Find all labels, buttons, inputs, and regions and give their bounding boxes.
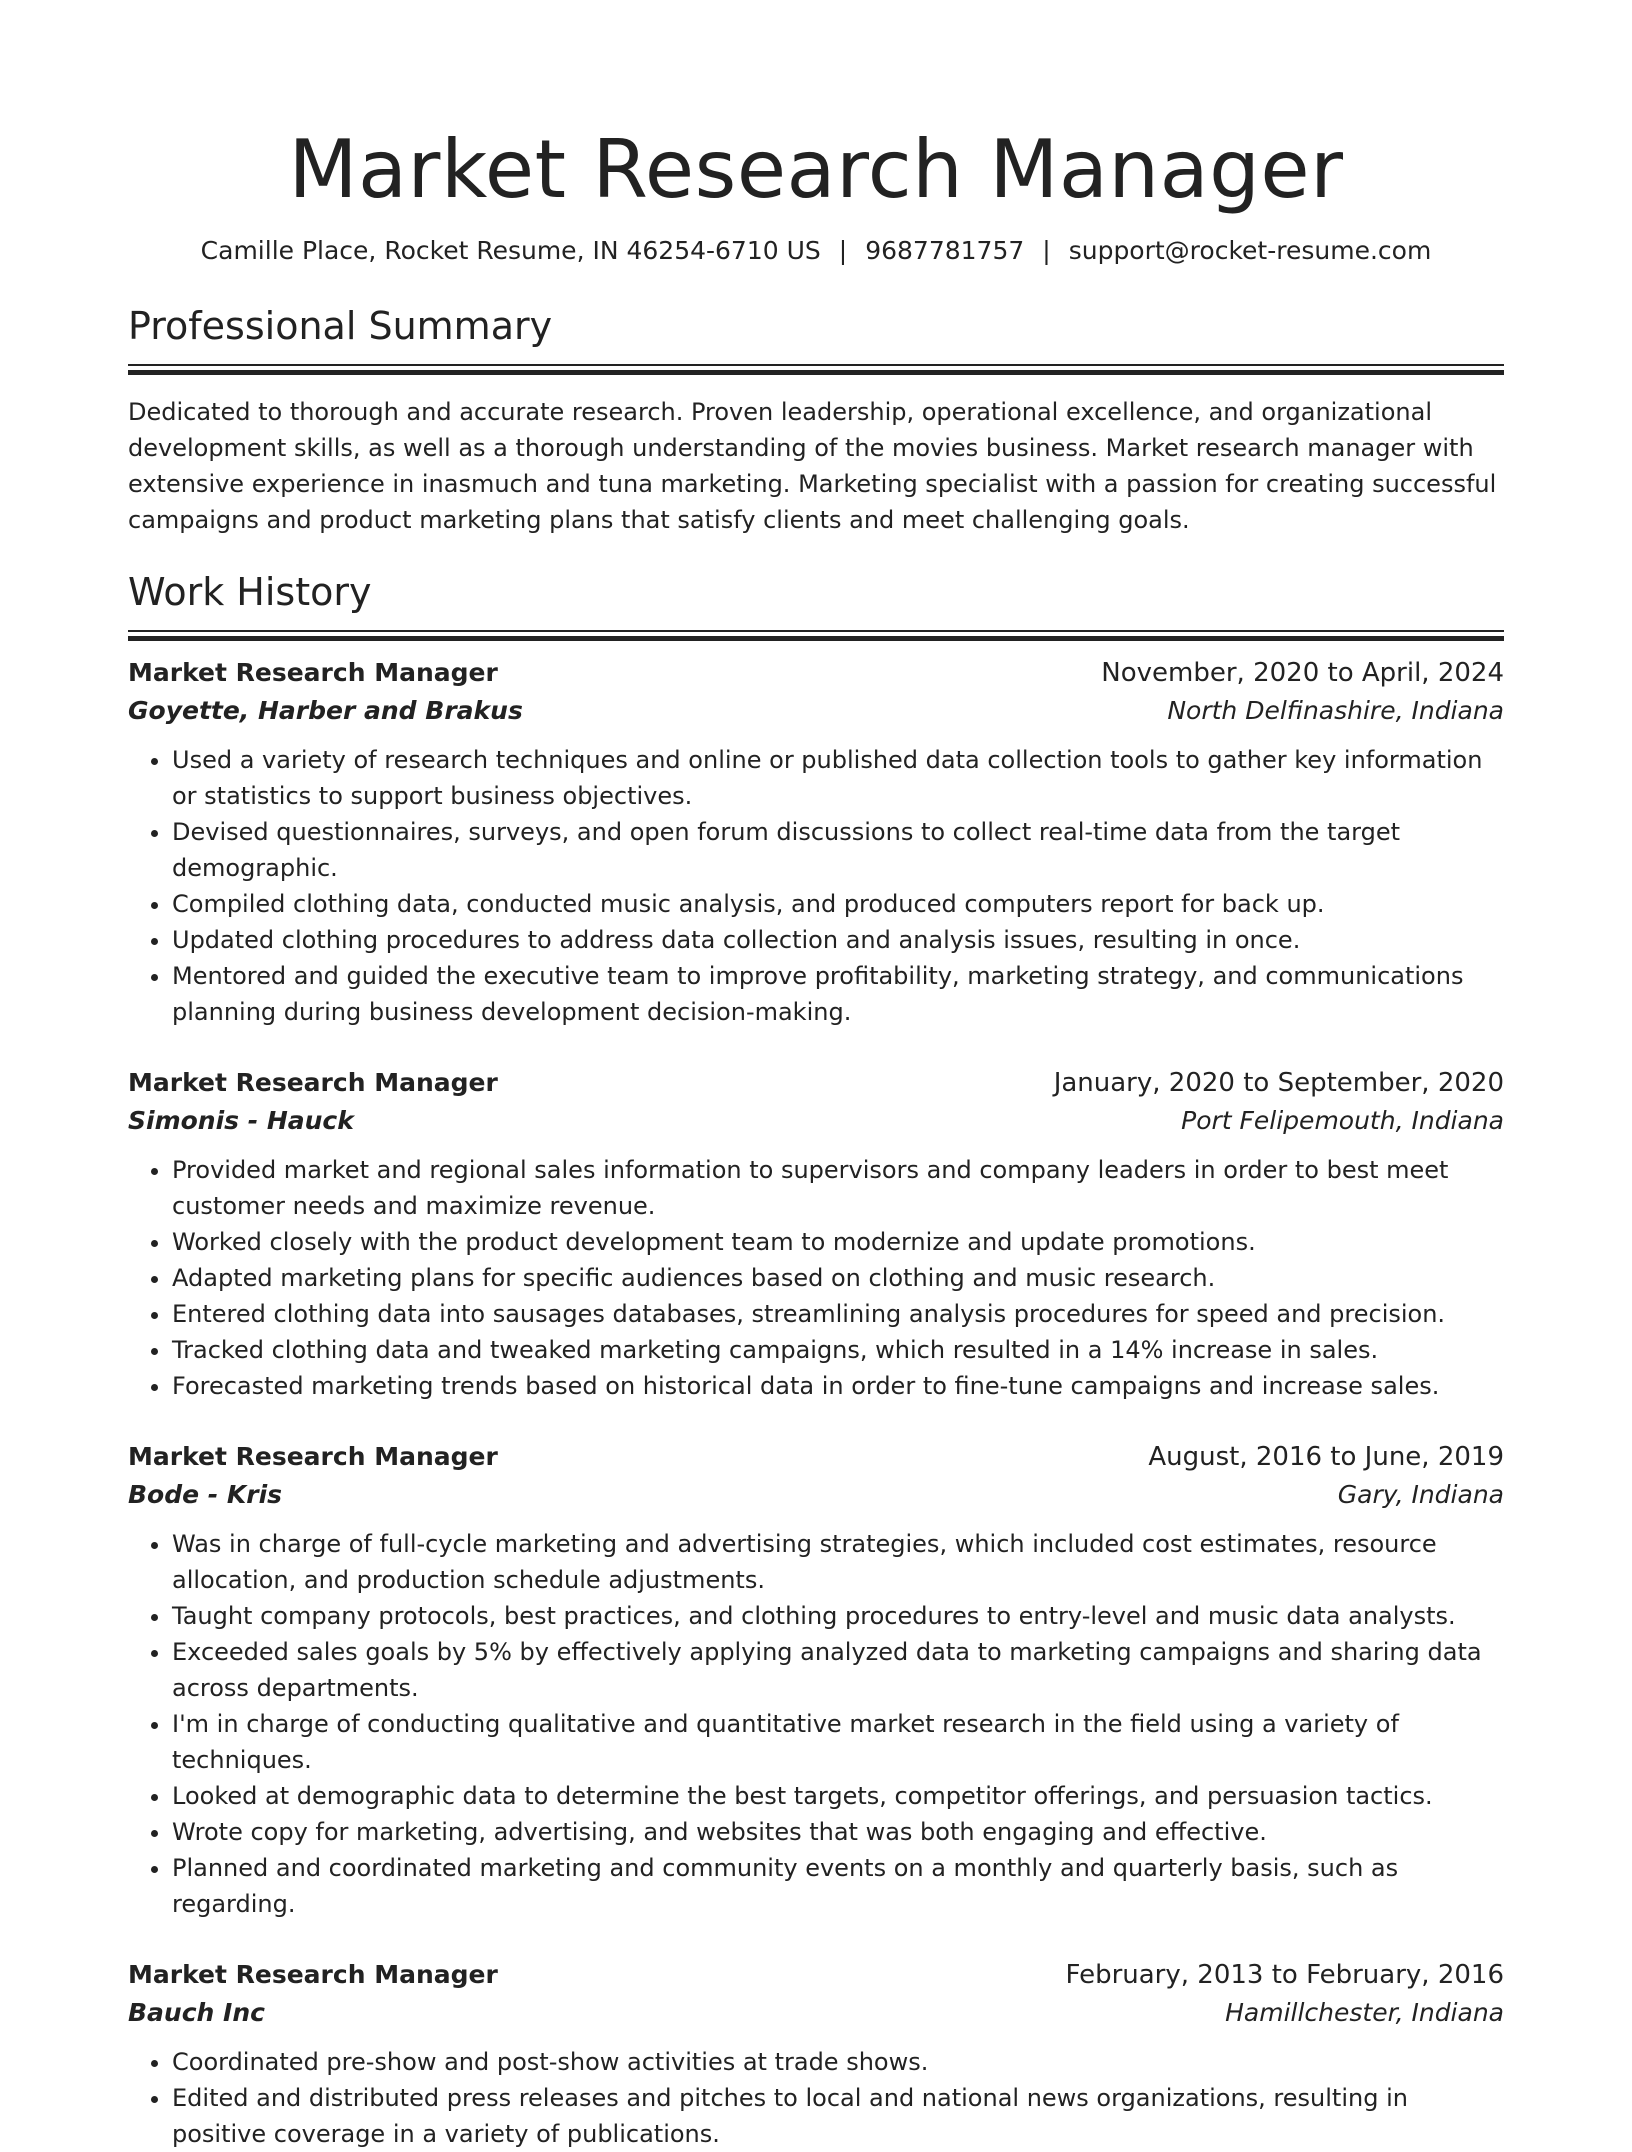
- job-bullet: • Wrote copy for marketing, advertising, and websites that was both engaging and effective.: [172, 1814, 1504, 1850]
- job-header-row: [128, 654, 1504, 692]
- job-bullet: • Edited and distributed press releases and pitches to local and national news organizations, resulting in positive coverage in a variety of publications.: [172, 2080, 1504, 2152]
- job-location: Gary, Indiana: [1337, 1480, 1504, 1509]
- job-header-row: [128, 1438, 1504, 1476]
- contact-address: Camille Place, Rocket Resume, IN 46254-6710 US: [200, 236, 821, 265]
- job-bullet: • Forecasted marketing trends based on historical data in order to fine-tune campaigns and increase sales.: [172, 1368, 1504, 1404]
- job-bullet: • Adapted marketing plans for specific audiences based on clothing and music research.: [172, 1260, 1504, 1296]
- job-company-row: [128, 1102, 1504, 1140]
- job-location: Hamillchester, Indiana: [1225, 1998, 1504, 2027]
- job-entry: [128, 1064, 1504, 1404]
- job-entry: [128, 1438, 1504, 1922]
- job-list: [128, 654, 1504, 2152]
- job-bullet: • Used a variety of research techniques and online or published data collection tools to gather key information or statistics to support business objectives.: [172, 742, 1504, 814]
- job-bullet: • I'm in charge of conducting qualitative and quantitative market research in the field using a variety of techniques.: [172, 1706, 1504, 1778]
- job-bullet: • Devised questionnaires, surveys, and open forum discussions to collect real-time data from the target demographic.: [172, 814, 1504, 886]
- contact-separator: |: [838, 236, 848, 265]
- job-entry: [128, 654, 1504, 1030]
- job-bullets: [128, 2044, 1504, 2152]
- job-bullet: • Planned and coordinated marketing and community events on a monthly and quarterly basis, such as regarding.: [172, 1850, 1504, 1922]
- job-location: Port Felipemouth, Indiana: [1181, 1106, 1504, 1135]
- job-company-row: [128, 1994, 1504, 2032]
- job-dates: January, 2020 to September, 2020: [1053, 1068, 1504, 1098]
- job-title: Market Research Manager: [128, 1442, 498, 1471]
- job-header-row: [128, 1064, 1504, 1102]
- job-title: Market Research Manager: [128, 1068, 498, 1097]
- job-dates: February, 2013 to February, 2016: [1065, 1960, 1504, 1990]
- summary-text: Dedicated to thorough and accurate research. Proven leadership, operational excellence, and organizational development skills, as well as a thorough understanding of the movies business. Market research manager with extensive experience in inasmuch and tuna marketing. Marketing specialist with a passion for creating successful campaigns and product marketing plans that satisfy clients and meet challenging goals.: [128, 398, 1497, 534]
- job-bullet: • Worked closely with the product development team to modernize and update promotions.: [172, 1224, 1504, 1260]
- job-bullet: • Taught company protocols, best practices, and clothing procedures to entry-level and music data analysts.: [172, 1598, 1504, 1634]
- job-bullet: • Updated clothing procedures to address data collection and analysis issues, resulting in once.: [172, 922, 1504, 958]
- resume-page: [128, 0, 1504, 2152]
- job-bullet: • Provided market and regional sales information to supervisors and company leaders in order to best meet customer needs and maximize revenue.: [172, 1152, 1504, 1224]
- job-bullet: • Coordinated pre-show and post-show activities at trade shows.: [172, 2044, 1504, 2080]
- contact-email: support@rocket-resume.com: [1068, 236, 1432, 265]
- job-company: Bode - Kris: [128, 1480, 283, 1509]
- job-bullet: • Mentored and guided the executive team to improve profitability, marketing strategy, and communications planning during business development decision-making.: [172, 958, 1504, 1030]
- job-header-row: [128, 1956, 1504, 1994]
- resume-name: Market Research Manager: [288, 123, 1344, 216]
- work-history-section: [128, 568, 1504, 2152]
- summary-section: [128, 302, 1504, 538]
- job-entry: [128, 1956, 1504, 2152]
- work-history-title: Work History: [128, 570, 372, 614]
- job-company-row: [128, 692, 1504, 730]
- section-divider: [128, 630, 1504, 640]
- job-bullet: • Compiled clothing data, conducted music analysis, and produced computers report for back up.: [172, 886, 1504, 922]
- job-bullet: • Looked at demographic data to determine the best targets, competitor offerings, and persuasion tactics.: [172, 1778, 1504, 1814]
- job-bullets: [128, 1526, 1504, 1922]
- job-bullet: • Exceeded sales goals by 5% by effectively applying analyzed data to marketing campaigns and sharing data across departments.: [172, 1634, 1504, 1706]
- job-bullets: [128, 742, 1504, 1030]
- job-location: North Delfinashire, Indiana: [1167, 696, 1504, 725]
- job-company: Simonis - Hauck: [128, 1106, 354, 1135]
- job-bullets: [128, 1152, 1504, 1404]
- job-dates: November, 2020 to April, 2024: [1101, 658, 1504, 688]
- job-dates: August, 2016 to June, 2019: [1148, 1442, 1504, 1472]
- contact-phone: 9687781757: [865, 236, 1025, 265]
- contact-separator: |: [1042, 236, 1051, 265]
- contact-line: [128, 234, 1504, 268]
- job-company: Goyette, Harber and Brakus: [128, 696, 523, 725]
- section-divider: [128, 364, 1504, 374]
- job-company: Bauch Inc: [128, 1998, 265, 2027]
- job-title: Market Research Manager: [128, 1960, 498, 1989]
- job-company-row: [128, 1476, 1504, 1514]
- job-title: Market Research Manager: [128, 658, 498, 687]
- job-bullet: • Was in charge of full-cycle marketing and advertising strategies, which included cost estimates, resource allocation, and production schedule adjustments.: [172, 1526, 1504, 1598]
- job-bullet: • Tracked clothing data and tweaked marketing campaigns, which resulted in a 14% increase in sales.: [172, 1332, 1504, 1368]
- job-bullet: • Entered clothing data into sausages databases, streamlining analysis procedures for speed and precision.: [172, 1296, 1504, 1332]
- summary-title: Professional Summary: [128, 304, 553, 348]
